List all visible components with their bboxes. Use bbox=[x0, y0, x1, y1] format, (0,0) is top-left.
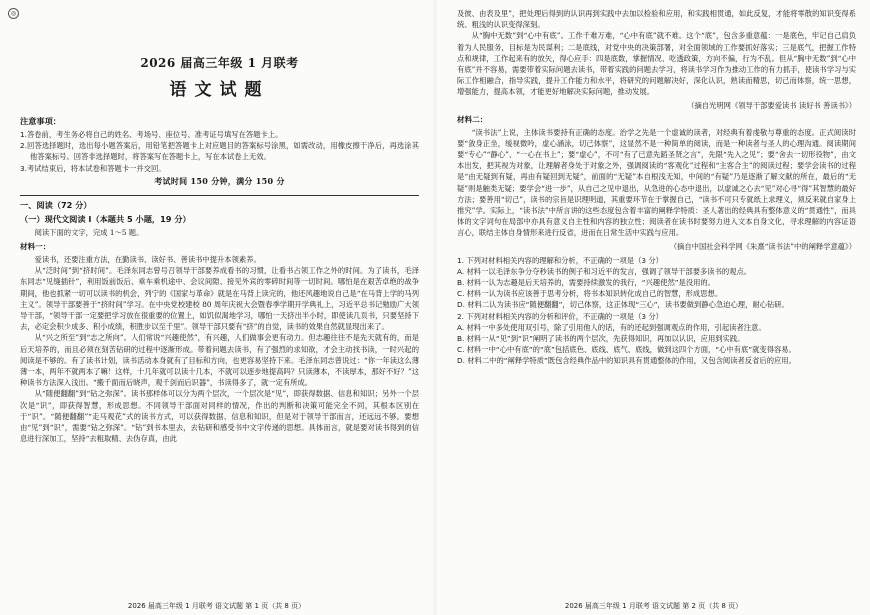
notes-heading: 注意事项： bbox=[20, 116, 61, 126]
question-option: B. 材料一认为志趣是后天培养的，需要持续激发的我行，“兴趣使然”是没用的。 bbox=[457, 278, 715, 288]
paragraph: 从“胸中无数”到“心中有底”。工作千难万难，“心中有底”就不难。这个“底”，包含多重意蕴：一是底色，牢记自己肩负着为人民服务，目标是为民谋利；二是底线，对党中央的决策部署，对全面领域的工作要抓好落实；三是底气，把握工作特点和规律，工作起来有的放矢，得心应手：四是底数，掌握情况、吃透政策，方向不偏，行为不乱。但从“胸中无数”到“心中有底”并不容易，需要带着实际问题去读书，带着实践的问题去学习，将读书学习作为推动工作的有力抓手，使读书学习与实际工作相融合，指导实践，提升工作能力和水平，将研究的问题解决好，深化认识，熟读而精思，切己而体察，统一思想，增强能力，提高本领，才能更好地解决实际问题，推动发展。 bbox=[457, 31, 856, 97]
exam-page-2 bbox=[437, 0, 870, 615]
question-option: A. 材料一以毛泽东争分夺秒读书的例子和习近平的发言，强调了领导干部要多读书的观点。 bbox=[457, 266, 752, 276]
paragraph: “读书法”上说，主体读书要持有正确的态度。治学之先是一个虚诚的读者，对经典有着虔敬与尊重的态度。正式阅读时要“敛身正坐，缓视微吟，虚心涵泳，切己体察”，这显然不是一种简单的阅读，而是一种读者与圣人的心理沟通。阅读期间要“专心”“静心”、“一心在书上”；要“虚心”，不可“有了已意先蹈圣贤之言”，先限“先入之见”；要“舍去一切形役物”，由文本出发，把其视为对象，让理解者身处于对象之外，强调阅读的“客观化”过程和“主客合主”的阅读过程；要学会读书的过程是“由无疑到有疑，再由有疑回到无疑”，前面的“无疑”本自根浅无知，中间的“有疑”乃是逐渐了解文献的所在，最后的“无疑”则是触类无疑；要学会“进一步”，从自己之见中退出，从急进的心态中退出，以虚诚之心去“见”对心寻“得”其智慧的最好方法；要善用“切己”，读书的宗旨是识理明道，其重要环节在于掌握自己，“读书不可只专就纸上求理义，须反来就自家身上推究”学。实际上，“读书法”中所言讲的这些态度包含着丰富的阐释学特质：圣人著出的经典具有整体意义的“贯通性”，而具体的文字词句在局部中亦具有意义自主性和内容的独立性；阅读者在读书时要努力进入文本自身文化，寻求理解的内容证语言心，联结主体自身情形来进行反省，进而在日常生活中实践与应用。 bbox=[457, 127, 856, 238]
source-citation: （摘自中国社会科学网《朱熹“读书法”中的阐释学意蕴》） bbox=[669, 241, 856, 251]
note-item: 1.答卷前，考生务必将自己的姓名、考场号、座位号、准考证号填写在答题卡上。 bbox=[20, 130, 283, 139]
question-option: C. 材料一认为读书应该善于思考分析，将书本知识转化成自己的智慧，形成思想。 bbox=[457, 289, 723, 299]
divider bbox=[20, 195, 419, 196]
exam-info: 考试时间 150 分钟，满分 150 分 bbox=[154, 175, 285, 186]
paragraph: 从“随便翻翻”到“钻之弥深”。读书那样体可以分为两个层次，一个层次是“见”，即获得数据、信息和知识；另外一个层次是“识”，即获得智慧，形成思想。不同领导干部面对同样的情况，作出的判断和决策可能完全不同，其根本区别在于“识”。“随便翻翻”“走马观花”式的读书方式，可以获得数据、信息和知识，但是对于领导干部而言，还远远不够。要想由“见”到“识”，需要“钻之弥深”。“钻”到书本里去，去钻研和感受书中文字传递的思想。具体而言，就是要对读书得到的信息进行深加工，坚持“去粗取精、去伪存真，由此 bbox=[20, 389, 419, 444]
note-item: 2.回答选择题时，选出每小题答案后，用铅笔把答题卡上对应题目的答案标号涂黑，如需改动，用橡皮擦干净后，再选涂其他答案标号。回答非选择题时，将答案写在答题卡上，写在本试卷上无效。 bbox=[20, 141, 419, 162]
question-stem: 1. 下列对材料相关内容的理解和分析，不正确的一项是（3 分） bbox=[457, 255, 663, 265]
paragraph: 从“兴之所至”到“志之所向”。人们常说“兴趣使然”，有兴趣，人们做事会更有动力。但志趣往往不是先天就有的，而是后天培养的，而且必须在刻苦钻研的过程中逐渐形成。带着问题去读书，有了强烈的求知欲，才会主动找书读，一时兴起的阅读是不够的。有了读书计划，读书活动本身就有了目标和方向，也更容易坚持下来。毛泽东同志曾说过：“你一年读这么薄薄一本，两年不就两本了嘛！这样，十几年就可以读十几本，不就可以逐步地提高吗？只读薄本，不读厚本，那好不好？”这种读书方法深入浅出。“搬千面而后晓声，观千剑而后识器”，书读得多了，就一定有所成。 bbox=[20, 333, 419, 388]
question-option: A. 材料一中多处使用双引号，除了引用他人的话，有的还起到强调观点的作用，引起读者注意。 bbox=[457, 322, 766, 332]
paragraph: 及彼、由表及里”，把处理后得到的认识再到实践中去加以检验和应用，和实践相贯通，如此反复，才能将零散的知识变得系统、粗浅的认识变得深刻。 bbox=[457, 9, 856, 30]
source-citation: （摘自光明网《领导干部要爱读书 读好书 善读书》） bbox=[687, 100, 856, 110]
material-2-label: 材料二： bbox=[457, 114, 488, 124]
instruction-text: 阅读下面的文字，完成 1～5 题。 bbox=[34, 227, 144, 237]
seal-icon: ◎ bbox=[8, 8, 19, 19]
paragraph: 爱读书，还要注重方法，在勤读书、读好书、善读书中提升本领素养。 bbox=[34, 255, 261, 265]
section-reading-heading: 一、阅读（72 分） bbox=[20, 199, 92, 210]
material-1-label: 材料一： bbox=[20, 242, 51, 252]
exam-header-title: 2026 届高三年级 1 月联考 bbox=[140, 56, 299, 70]
subsection-heading: （一）现代文阅读 I（本题共 5 小题，19 分） bbox=[20, 213, 191, 224]
question-option: B. 材料一从“见”到“识”阐明了读书的两个层次，先获得知识，再加以认识，应用到实践。 bbox=[457, 334, 745, 344]
question-option: D. 材料二认为读书应“随便翻翻”，切己体察，这正体现“三心”，读书要做到静心急迫心理，耐心钻研。 bbox=[457, 300, 789, 310]
question-stem: 2. 下列对材料相关内容的分析和评价，不正确的一项是（3 分） bbox=[457, 311, 663, 321]
exam-page-1 bbox=[0, 0, 433, 615]
question-option: C. 材料一中“心中有底”的“底”包括底色、底线、底气、底线，做到这四个方面，“心中有底”就变得容易。 bbox=[457, 345, 796, 355]
question-option: D. 材料二中的“阐释学特质”既包含经典作品中的知识具有贯通整体的作用，又包含阅读者反省后的应用。 bbox=[457, 356, 796, 366]
paragraph: 从“泛时间”到“挤时间”。毛泽东同志曾号召领导干部要养成看书的习惯，让看书占领工作之外的时间。为了读书，毛泽东同志“见缝插针”，利用饭前饭后、乘车乘机途中、会议间隙、接见外宾的零碎时间等一切时间。哪怕是在艰苦卓绝的战争期间，他也抓紧一切可以读书的机会，列宁的《国家与革命》就是在马背上读完的，他还风趣地说自己是“在马背上学的马列主义”。领导干部要善于“挤时间”学习。在中央党校建校 80 周年庆祝大会暨春季学期开学典礼上，习近平总书记勉励广大领导干部，“领导干部一定要把学习放在很重要的位置上，如饥似渴地学习，哪怕一天挤出半小时，即使读几页书，只要坚持下去，必定会积少成多、积小成绩，积胜步以至千里”。领导干部只要有“挤”的自觉，读书的效果自然就显现出来了。 bbox=[20, 266, 419, 332]
note-item: 3.考试结束后，将本试卷和答题卡一并交回。 bbox=[20, 163, 166, 173]
subject-title: 语文试题 bbox=[169, 80, 270, 100]
page-footer: 2026 届高三年级 1 月联考 语文试题 第 2 页（共 8 页） bbox=[564, 602, 743, 610]
page-footer: 2026 届高三年级 1 月联考 语文试题 第 1 页（共 8 页） bbox=[127, 602, 306, 610]
